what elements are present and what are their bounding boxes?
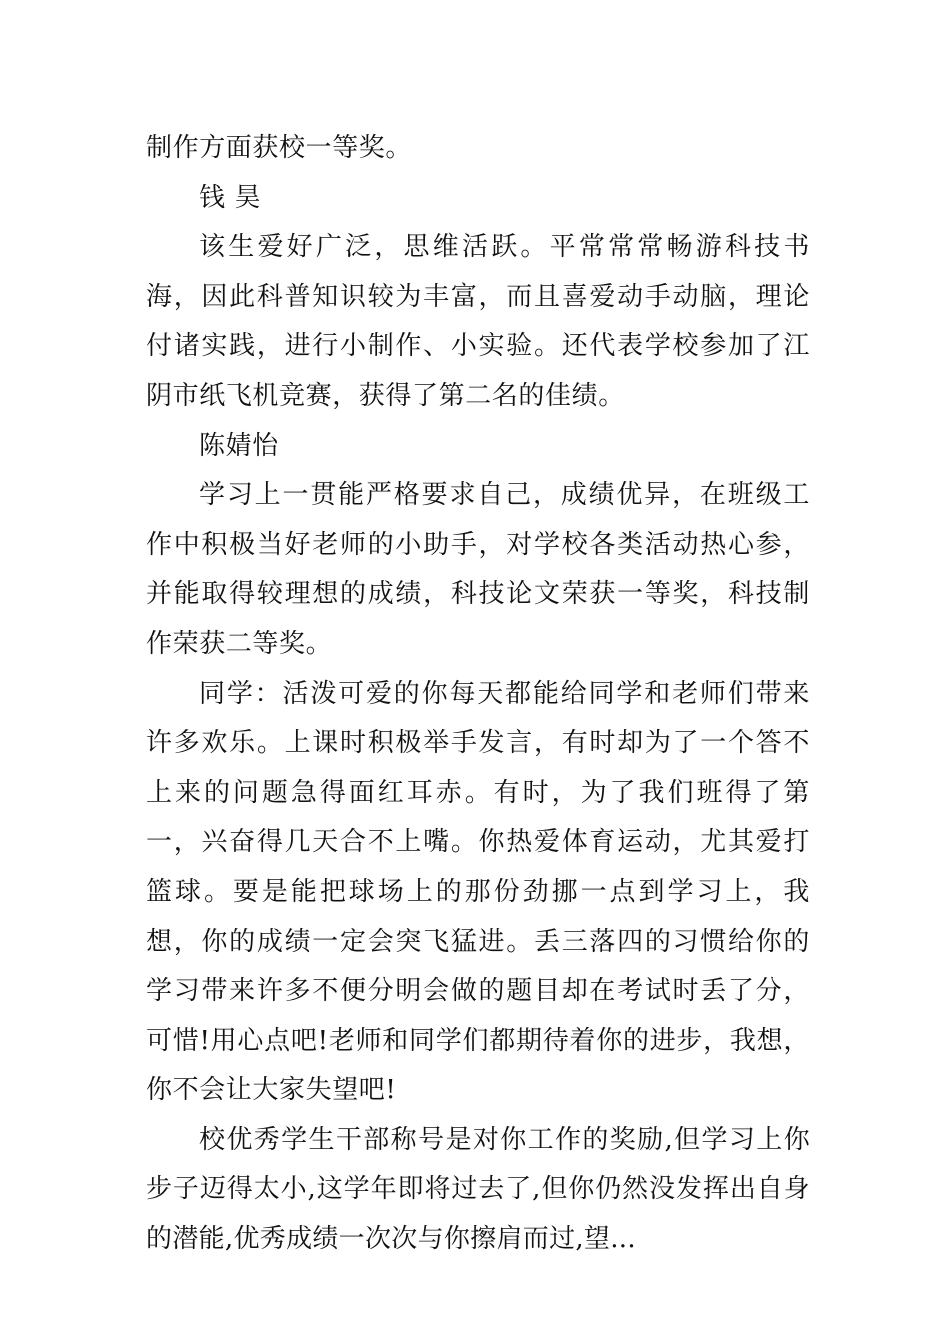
comment-paragraph-classmate: 同学：活泼可爱的你每天都能给同学和老师们带来许多欢乐。上课时积极举手发言，有时却为了一个答不上来的问题急得面红耳赤。有时，为了我们班得了第一，兴奋得几天合不上嘴。你热爱体育运动，尤其爱打篮球。要是能把球场上的那份劲挪一点到学习上，我想，你的成绩一定会突飞猛进。丢三落四的习惯给你的学习带来许多不便分明会做的题目却在考试时丢了分，可惜!用心点吧!老师和同学们都期待着你的进步，我想，你不会让大家失望吧! (146, 678, 810, 1106)
document-page (146, 124, 810, 1265)
paragraph-continuation: 制作方面获校一等奖。 (146, 133, 413, 163)
comment-paragraph-qian-hao: 该生爱好广泛，思维活跃。平常常常畅游科技书海，因此科普知识较为丰富，而且喜爱动手动脑，理论付诸实践，进行小制作、小实验。还代表学校参加了江阴市纸飞机竞赛，获得了第二名的佳绩。 (146, 232, 810, 411)
comment-paragraph-student-leader: 校优秀学生干部称号是对你工作的奖励,但学习上你步子迈得太小,这学年即将过去了,但你仍然没发挥出自身的潜能,优秀成绩一次次与你擦肩而过,望... (146, 1124, 810, 1255)
comment-paragraph-chen-jingyi: 学习上一贯能严格要求自己，成绩优异，在班级工作中积极当好老师的小助手，对学校各类活动热心参，并能取得较理想的成绩，科技论文荣获一等奖，科技制作荣获二等奖。 (146, 480, 810, 659)
student-name-qian-hao: 钱 昊 (199, 182, 262, 213)
student-name-chen-jingyi: 陈婧怡 (199, 430, 279, 461)
